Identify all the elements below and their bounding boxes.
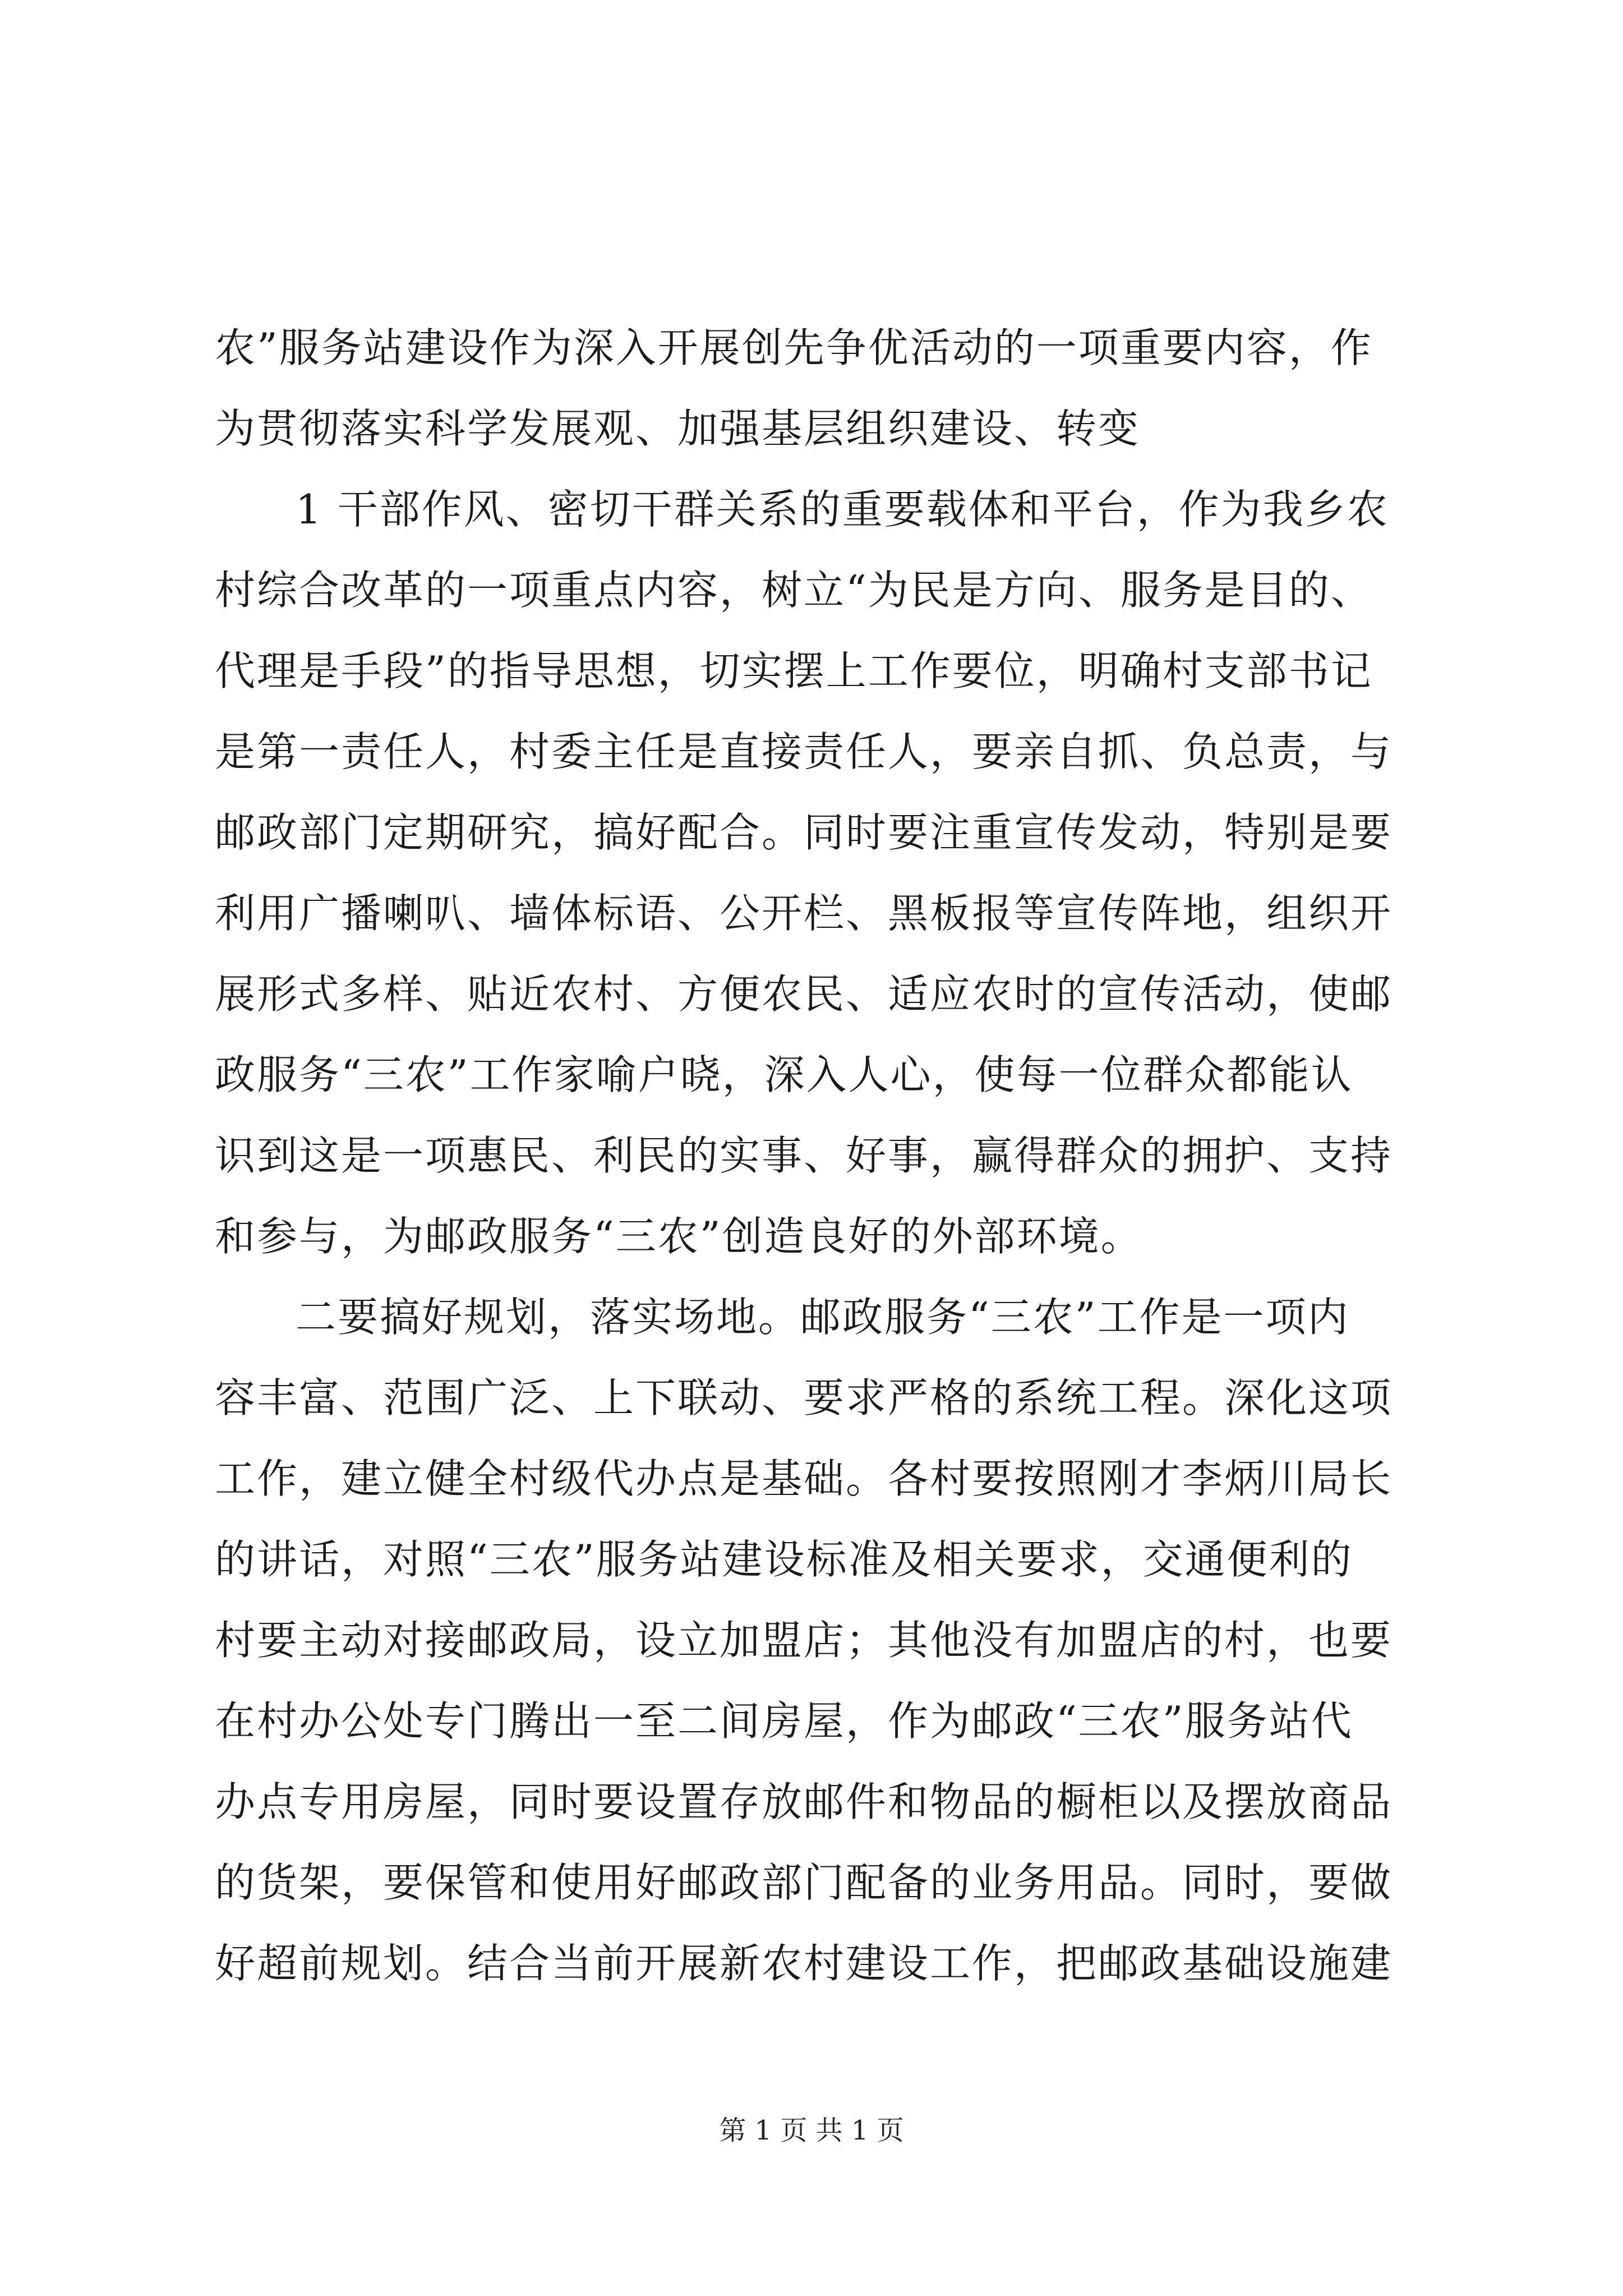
text-line: 是第一责任人，村委主任是直接责任人，要亲自抓、负总责，与 <box>215 728 1393 775</box>
text-line: 识到这是一项惠民、利民的实事、好事，赢得群众的拥护、支持 <box>215 1132 1393 1179</box>
text-line: 的货架，要保管和使用好邮政部门配备的业务用品。同时，要做 <box>215 1859 1393 1906</box>
text-line: 二要搞好规划，落实场地。邮政服务“三农”工作是一项内 <box>296 1294 1350 1341</box>
text-line: 农”服务站建设作为深入开展创先争优活动的一项重要内容，作 <box>215 324 1373 371</box>
text-line: 政服务“三农”工作家喻户晓，深入人心，使每一位群众都能认 <box>215 1051 1353 1098</box>
text-line: 和参与，为邮政服务“三农”创造良好的外部环境。 <box>215 1213 1143 1260</box>
text-line: 为贯彻落实科学发展观、加强基层组织建设、转变 <box>215 405 1141 452</box>
text-line: 在村办公处专门腾出一至二间房屋，作为邮政“三农”服务站代 <box>215 1697 1353 1745</box>
text-line: 容丰富、范围广泛、上下联动、要求严格的系统工程。深化这项 <box>215 1374 1393 1421</box>
document-body <box>215 307 1426 2004</box>
text-line: 邮政部门定期研究，搞好配合。同时要注重宣传发动，特别是要 <box>215 809 1393 856</box>
page-number-label: 第 1 页 共 1 页 <box>719 2115 904 2146</box>
text-line: 1 干部作风、密切干群关系的重要载体和平台，作为我乡农 <box>296 486 1389 533</box>
text-line: 工作，建立健全村级代办点是基础。各村要按照刚才李炳川局长 <box>215 1455 1393 1502</box>
text-line: 村要主动对接邮政局，设立加盟店；其他没有加盟店的村，也要 <box>215 1617 1393 1664</box>
text-line: 代理是手段”的指导思想，切实摆上工作要位，明确村支部书记 <box>215 647 1373 694</box>
text-line: 村综合改革的一项重点内容，树立“为民是方向、服务是目的、 <box>215 567 1373 614</box>
text-line: 的讲话，对照“三农”服务站建设标准及相关要求，交通便利的 <box>215 1536 1353 1583</box>
text-line: 利用广播喇叭、墙体标语、公开栏、黑板报等宣传阵地，组织开 <box>215 890 1393 937</box>
text-line: 展形式多样、贴近农村、方便农民、适应农时的宣传活动，使邮 <box>215 970 1393 1018</box>
text-line: 好超前规划。结合当前开展新农村建设工作，把邮政基础设施建 <box>215 1940 1393 1987</box>
text-line: 办点专用房屋，同时要设置存放邮件和物品的橱柜以及摆放商品 <box>215 1778 1393 1825</box>
page-footer <box>0 2114 1623 2147</box>
